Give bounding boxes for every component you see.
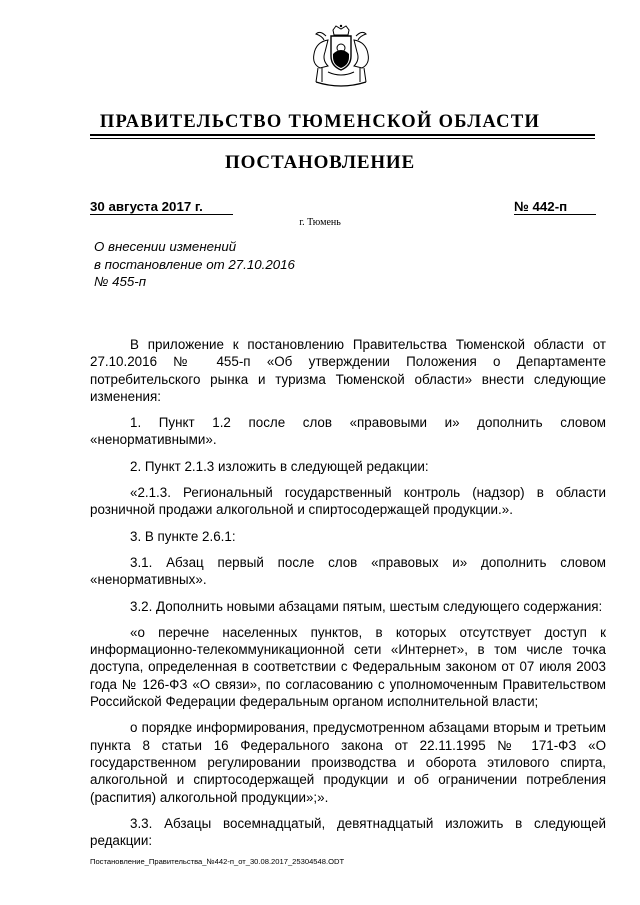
footer-filename: Постановление_Правительства_№442-п_от_30.08.2017_25304548.ODT bbox=[90, 857, 345, 866]
coat-of-arms-emblem bbox=[298, 24, 384, 92]
document-subject bbox=[94, 238, 354, 291]
body-paragraph: 1. Пункт 1.2 после слов «правовыми и» дополнить словом «ненормативными». bbox=[90, 415, 606, 448]
header-rule-thick bbox=[90, 134, 595, 136]
number-underline bbox=[514, 214, 596, 215]
header-rule-thin bbox=[90, 138, 595, 139]
document-number: № 442-п bbox=[514, 199, 568, 214]
body-paragraph: 3.2. Дополнить новыми абзацами пятым, шестым следующего содержания: bbox=[130, 598, 603, 614]
body-paragraph: 3.1. Абзац первый после слов «правовых и» дополнить словом «ненормативных». bbox=[90, 554, 606, 588]
document-type: ПОСТАНОВЛЕНИЕ bbox=[225, 152, 415, 173]
body-paragraph: «о перечне населенных пунктов, в которых отсутствует доступ к информационно-телекоммуникационной сети «Интернет», в том числе точка доступа, определенная в соответствии с Федеральным законом от 07 июля 2003 года № 126-ФЗ «О связи», по согласованию с уполномоченным Правительством Российской Федерации федеральным органом исполнительной власти; bbox=[90, 624, 606, 710]
document-date: 30 августа 2017 г. bbox=[90, 199, 203, 214]
government-title: ПРАВИТЕЛЬСТВО ТЮМЕНСКОЙ ОБЛАСТИ bbox=[99, 112, 541, 132]
date-underline bbox=[90, 214, 233, 215]
body-paragraph: «2.1.3. Региональный государственный контроль (надзор) в области розничной продажи алкогольной и спиртосодержащей продукции.». bbox=[90, 485, 606, 518]
subject-line: О внесении изменений bbox=[94, 239, 237, 254]
body-paragraph: о порядке информирования, предусмотренном абзацами вторым и третьим пункта 8 статьи 16 Федерального закона от 22.11.1995 № 171-ФЗ «О государственном регулировании производства и оборота этилового спирта, алкогольной и спиртосодержащей продукции и об ограничении потребления (распития) алкогольной продукции»;». bbox=[90, 720, 606, 805]
subject-line: в постановление от 27.10.2016 bbox=[94, 256, 295, 272]
body-paragraph: 3.3. Абзацы восемнадцатый, девятнадцатый изложить в следующей редакции: bbox=[90, 815, 606, 849]
body-paragraph: 3. В пункте 2.6.1: bbox=[130, 528, 236, 544]
body-paragraph: В приложение к постановлению Правительства Тюменской области от 27.10.2016 № 455-п «Об утверждении Положения о Департаменте потребительского рынка и туризма Тюменской области» внести следующие изменения: bbox=[90, 337, 606, 404]
document-city: г. Тюмень bbox=[299, 217, 341, 228]
document-body bbox=[90, 336, 606, 858]
body-paragraph: 2. Пункт 2.1.3 изложить в следующей редакции: bbox=[130, 458, 429, 474]
subject-line: № 455-п bbox=[94, 274, 147, 289]
